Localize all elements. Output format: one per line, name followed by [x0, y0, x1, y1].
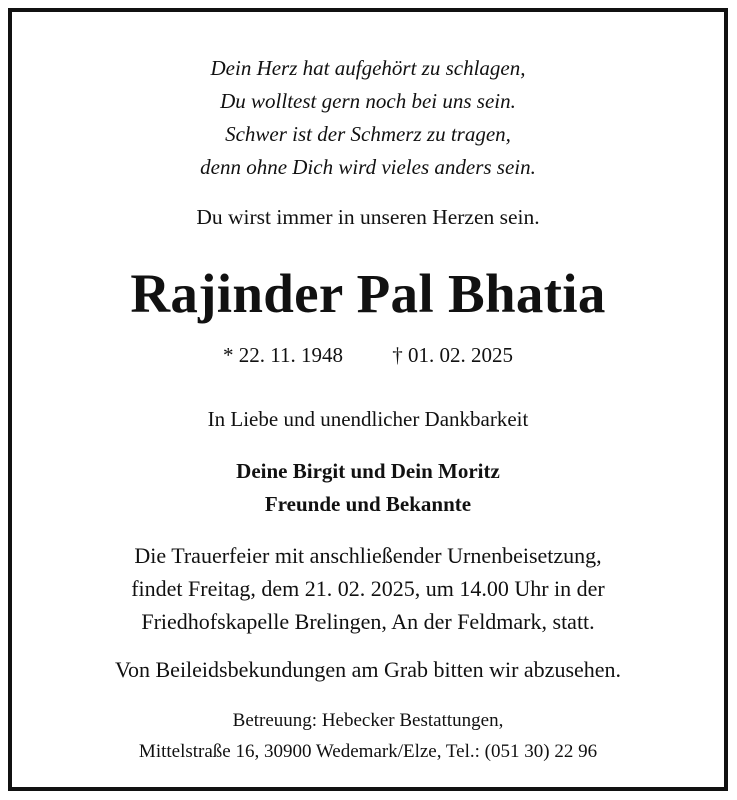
ceremony-line: Die Trauerfeier mit anschließender Urnenbeisetzung,: [134, 543, 602, 568]
funeral-home-info: [12, 705, 724, 767]
obituary-frame: [8, 8, 728, 791]
poem-line: Schwer ist der Schmerz zu tragen,: [225, 122, 511, 146]
funeral-home-line: Mittelstraße 16, 30900 Wedemark/Elze, Tel.: (051 30) 22 96: [138, 741, 598, 762]
motto: Du wirst immer in unseren Herzen sein.: [196, 205, 540, 229]
ceremony-info: [12, 539, 724, 638]
mourner-line: Deine Birgit und Dein Moritz: [236, 459, 500, 483]
death-date: † 01. 02. 2025: [392, 343, 513, 367]
birth-date: * 22. 11. 1948: [223, 343, 343, 367]
dedication: In Liebe und unendlicher Dankbarkeit: [207, 407, 529, 431]
deceased-name: Rajinder Pal Bhatia: [130, 263, 606, 324]
ceremony-line: Friedhofskapelle Brelingen, An der Feldmark, statt.: [141, 609, 595, 634]
ceremony-line: findet Freitag, dem 21. 02. 2025, um 14.00 Uhr in der: [131, 576, 605, 601]
life-dates: [12, 340, 724, 370]
obituary-content: [12, 12, 724, 787]
poem-line: Du wolltest gern noch bei uns sein.: [220, 89, 516, 113]
mourners: [12, 455, 724, 521]
poem-line: Dein Herz hat aufgehört zu schlagen,: [210, 56, 526, 80]
poem-line: denn ohne Dich wird vieles anders sein.: [200, 155, 536, 179]
poem: [12, 52, 724, 184]
condolence-note: Von Beileidsbekundungen am Grab bitten wir abzusehen.: [114, 657, 622, 682]
funeral-home-line: Betreuung: Hebecker Bestattungen,: [232, 710, 504, 731]
mourner-line: Freunde und Bekannte: [264, 492, 472, 516]
